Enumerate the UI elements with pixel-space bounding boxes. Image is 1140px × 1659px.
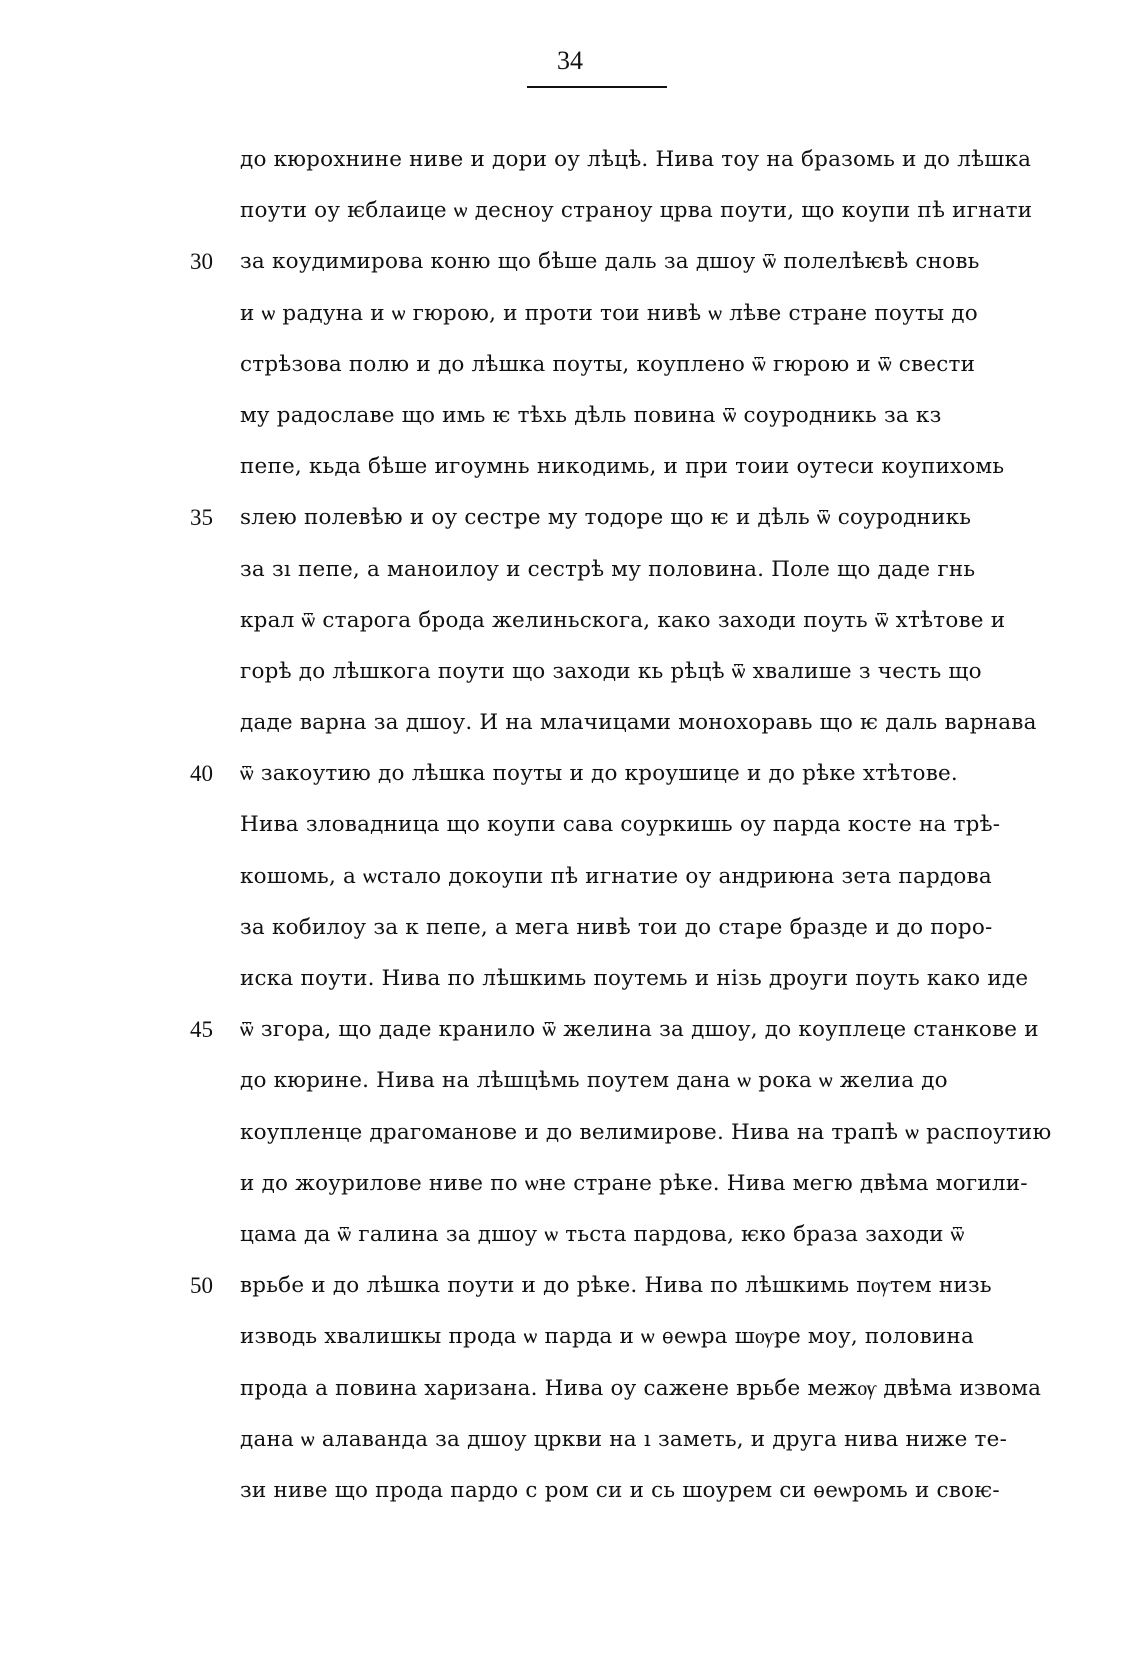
text-line bbox=[190, 441, 1110, 492]
text-line bbox=[190, 1209, 1110, 1260]
text-line bbox=[190, 953, 1110, 1004]
text-line bbox=[190, 288, 1110, 339]
line-text: горѣ до лѣшкога поути що заходи кь рѣцѣ ѿ хвалише з честь що bbox=[240, 658, 982, 684]
line-text: коупленце драгоманове и до велимирове. Нива на трапѣ ѡ распоутию bbox=[240, 1119, 1052, 1145]
page-number: 34 bbox=[557, 46, 583, 75]
text-line bbox=[190, 1311, 1110, 1362]
text-line bbox=[190, 1158, 1110, 1209]
text-line bbox=[190, 748, 1110, 799]
line-text: врьбе и до лѣшка поути и до рѣке. Нива по лѣшкимь пѹтем низь bbox=[240, 1273, 992, 1299]
line-text: за коудимирова коню що бѣше даль за дшоу ѿ полелѣѥвѣ сновь bbox=[240, 249, 980, 275]
text-line bbox=[190, 851, 1110, 902]
line-text: иска поути. Нива по лѣшкимь поутемь и нізь дроуги поуть како иде bbox=[240, 966, 1029, 991]
line-text: за зı пепе, а маноилоу и сестрѣ му половина. Поле що даде гнь bbox=[240, 556, 976, 582]
text-line bbox=[190, 492, 1110, 543]
text-line bbox=[190, 595, 1110, 646]
line-text: и ѡ радуна и ѡ гюрою, и проти тои нивѣ ѡ лѣве стране поуты до bbox=[240, 300, 978, 326]
text-line bbox=[190, 902, 1110, 953]
line-number: 30 bbox=[190, 249, 213, 275]
text-line bbox=[190, 1363, 1110, 1414]
line-text: даде варна за дшоу. И на млачицами монохоравь що ѥ даль варнава bbox=[240, 710, 1037, 736]
line-text: до кюрохнине ниве и дори оу лѣцѣ. Нива тоу на бразомь и до лѣшка bbox=[240, 147, 1032, 172]
line-number: 40 bbox=[190, 761, 213, 787]
text-line bbox=[190, 339, 1110, 390]
text-line bbox=[190, 390, 1110, 441]
text-line bbox=[190, 646, 1110, 697]
text-line bbox=[190, 1107, 1110, 1158]
line-text: дана ѡ алаванда за дшоу цркви на ı заметь, и друга нива ниже те- bbox=[240, 1426, 1008, 1452]
line-text: ѿ згора, що даде кранило ѿ желина за дшоу, до коуплеце станкове и bbox=[240, 1017, 1039, 1043]
text-line bbox=[190, 1414, 1110, 1465]
text-line bbox=[190, 1465, 1110, 1516]
line-text: кошомь, а ѡстало докоупи пѣ игнатие оу андриюна зета пардова bbox=[240, 863, 992, 889]
line-text: прода а повина харизана. Нива оу сажене врьбе межѹ двѣма извома bbox=[240, 1375, 1042, 1401]
line-text: за кобилоу за к пепе, а мега нивѣ тои до старе бразде и до поро- bbox=[240, 914, 993, 940]
text-line bbox=[190, 1004, 1110, 1055]
line-text: му радославе що имь ѥ тѣхь дѣль повина ѿ соуродникь за кз bbox=[240, 402, 942, 428]
line-text: изводь хвалишкы прода ѡ парда и ѡ ѳеѡра шѹре моу, половина bbox=[240, 1324, 974, 1350]
text-line bbox=[190, 134, 1110, 185]
line-text: стрѣзова полю и до лѣшка поуты, коуплено ѿ гюрою и ѿ свести bbox=[240, 351, 976, 377]
text-line bbox=[190, 236, 1110, 287]
line-text: ѿ закоутию до лѣшка поуты и до кроушице и до рѣке хтѣтове. bbox=[240, 761, 958, 787]
line-text: до кюрине. Нива на лѣшцѣмь поутем дана ѡ рока ѡ желиа до bbox=[240, 1068, 948, 1094]
text-line bbox=[190, 799, 1110, 850]
line-text: крал ѿ старога брода желиньскога, како заходи поуть ѿ хтѣтове и bbox=[240, 607, 1006, 633]
page-number-rule bbox=[527, 86, 667, 88]
text-block bbox=[190, 134, 1110, 1516]
text-line bbox=[190, 544, 1110, 595]
line-text: цама да ѿ галина за дшоу ѡ тьста пардова, ѥко браза заходи ѿ bbox=[240, 1221, 965, 1247]
text-line bbox=[190, 1260, 1110, 1311]
line-text: пепе, кьда бѣше игоумнь никодимь, и при тоии оутеси коупихомь bbox=[240, 454, 1005, 480]
text-line bbox=[190, 1055, 1110, 1106]
line-number: 45 bbox=[190, 1017, 213, 1043]
line-number: 50 bbox=[190, 1273, 213, 1299]
line-text: зи ниве що прода пардо с ром си и сь шоурем си ѳеѡромь и своѥ- bbox=[240, 1477, 1000, 1503]
line-text: Нива зловадница що коупи сава соуркишь оу парда косте на трѣ- bbox=[240, 812, 1001, 838]
text-line bbox=[190, 697, 1110, 748]
line-text: и до жоуриловe ниве по ѡне стране рѣке. Нива мегю двѣма могили- bbox=[240, 1170, 1028, 1196]
line-number: 35 bbox=[190, 505, 213, 531]
line-text: ѕлею полевѣю и оу сестре му тодоре що ѥ и дѣль ѿ соуродникь bbox=[240, 505, 972, 531]
text-line bbox=[190, 185, 1110, 236]
line-text: поути оу ѥблаице ѡ десноу страноу црва поути, що коупи пѣ игнати bbox=[240, 198, 1033, 224]
